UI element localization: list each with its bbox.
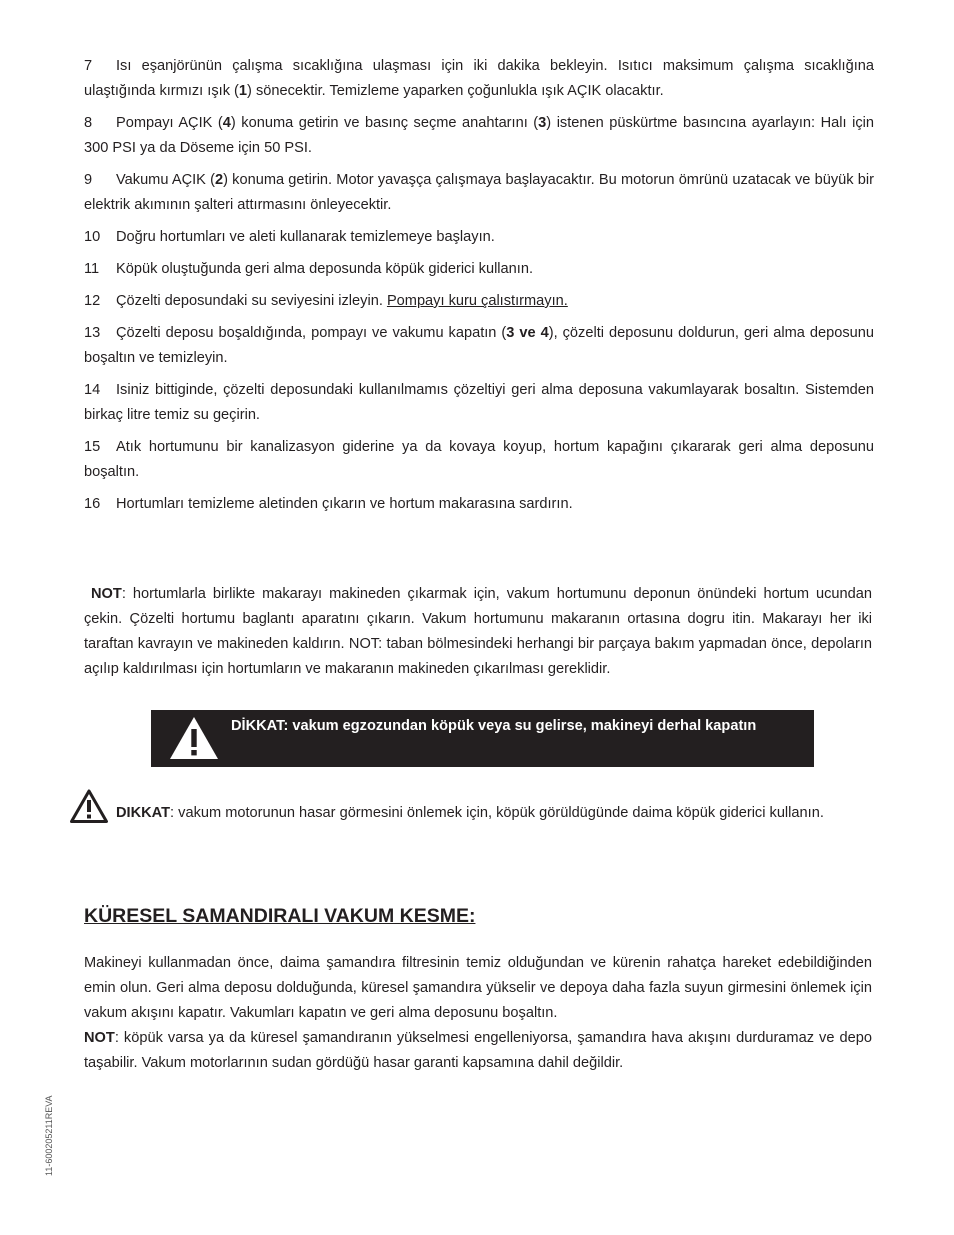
section-body: Makineyi kullanmadan önce, daima şamandıra filtresinin temiz olduğundan ve kürenin rahatça hareket edebildiğinden emin olun. Geri alma deposu dolduğunda, küresel şamandıra yükselir ve depoya daha fazla suyun girmesini önlemek için vakum akışını kapatır. Vakumları kapatın ve geri alma deposunu boşaltın. NOT: köpük varsa ya da küresel şamandıranın yükselmesi engelleniyorsa, şamandıra hava akışını durduramaz ve depo taşabilir. Vakum motorlarının sudan gördüğü hasar garanti kapsamına dahil değildir. <box>84 954 872 1071</box>
step-16: 16 Hortumları temizleme aletinden çıkarın ve hortum makarasına sardırın. <box>84 496 573 512</box>
step-13: 13 Çözelti deposu boşaldığında, pompayı ve vakumu kapatın (3 ve 4), çözelti deposunu doldurun, geri alma deposunu boşaltın ve temizleyin. <box>84 325 874 366</box>
section-title: KÜRESEL SAMANDIRALI VAKUM KESME: <box>84 905 476 927</box>
step-12: 12 Çözelti deposundaki su seviyesini izleyin. Pompayı kuru çalıstırmayın. <box>84 293 568 309</box>
step-14: 14 Isiniz bittiginde, çözelti deposundaki kullanılmamıs çözeltiyi geri alma deposuna vakumlayarak bosaltın. Sistemden birkaç litre temiz su geçirin. <box>84 382 874 423</box>
warning-text: DİKKAT: vakum egzozundan köpük veya su gelirse, makineyi derhal kapatın <box>231 718 757 734</box>
step-7: 7 Isı eşanjörünün çalışma sıcaklığına ulaşması için iki dakika bekleyin. Isıtıcı maksimum çalışma sıcaklığına ulaştığında kırmızı ışık (1) sönecektir. Temizleme yaparken çoğunlukla ışık AÇIK olacaktır. <box>84 58 874 99</box>
caution-text: DIKKAT: vakum motorunun hasar görmesini önlemek için, köpük görüldügünde daima köpük giderici kullanın. <box>116 805 824 821</box>
step-15: 15 Atık hortumunu bir kanalizasyon giderine ya da kovaya koyup, hortum kapağını çıkararak geri alma deposunu boşaltın. <box>84 439 874 480</box>
warning-box <box>151 710 814 767</box>
document-code: 11-60020521​1REVA <box>44 1095 54 1176</box>
warning-triangle-icon <box>169 716 219 760</box>
note-paragraph: NOT: hortumlarla birlikte makarayı makineden çıkarmak için, vakum hortumunu deponun önündeki hortum ucundan çekin. Çözelti hortumu baglantı aparatını çıkarın. Vakum hortumunu makaranın ortasına dogru itin. Makarayı her iki taraftan kavrayın ve makineden kaldırın. NOT: taban bölmesindeki herhangi bir parçaya bakım yapmadan önce, depoların açılıp kaldırılması için hortumların ve makaranın makineden çıkarılması gereklidir. <box>84 585 872 677</box>
instruction-steps <box>84 54 874 524</box>
step-9: 9 Vakumu AÇIK (2) konuma getirin. Motor yavaşça çalışmaya başlayacaktır. Bu motorun ömrünü uzatacak ve büyük bir elektrik akımının şalteri attırmasını önleyecektir. <box>84 172 874 213</box>
step-10: 10 Doğru hortumları ve aleti kullanarak temizlemeye başlayın. <box>84 229 495 245</box>
step-8: 8 Pompayı AÇIK (4) konuma getirin ve basınç seçme anahtarını (3) istenen püskürtme basıncına ayarlayın: Halı için 300 PSI ya da Döseme için 50 PSI. <box>84 115 874 156</box>
step-11: 11 Köpük oluştuğunda geri alma deposunda köpük giderici kullanın. <box>84 261 534 277</box>
